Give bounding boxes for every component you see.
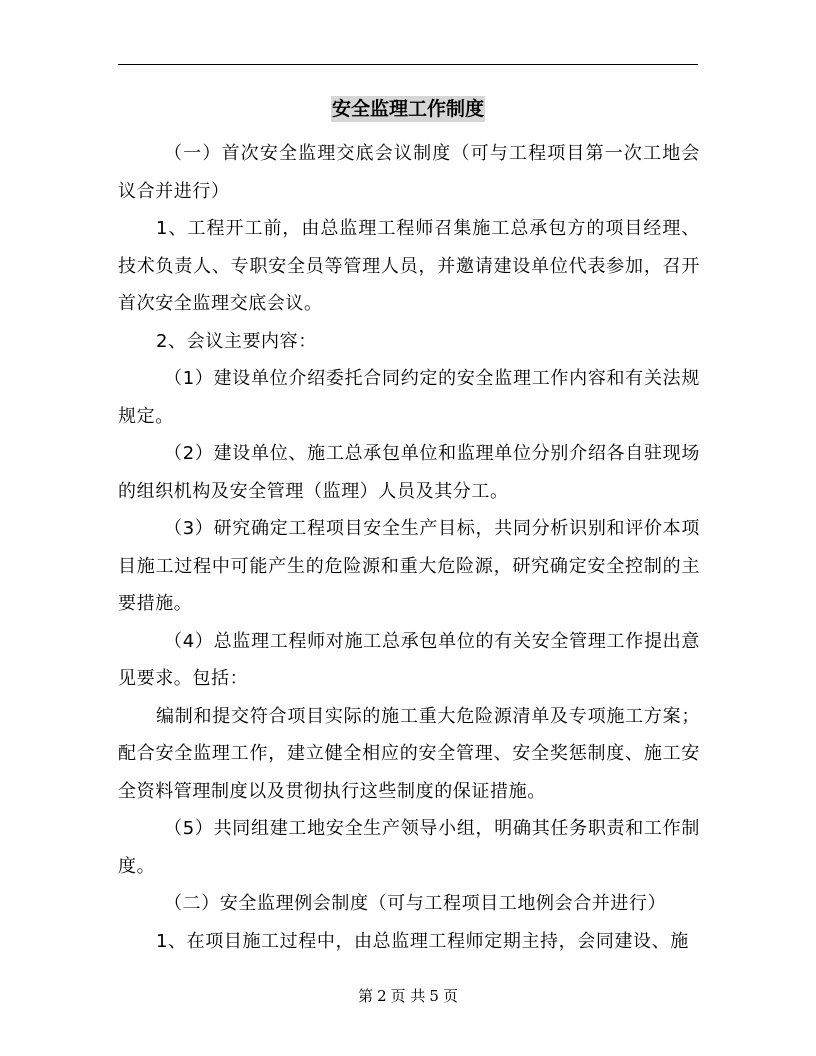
paragraph: 编制和提交符合项目实际的施工重大危险源清单及专项施工方案；配合安全监理工作，建立健全相应的安全管理、安全奖惩制度、施工安全资料管理制度以及贯彻执行这些制度的保证措施。: [118, 705, 700, 802]
paragraph: （5）共同组建工地安全生产领导小组，明确其任务职责和工作制度。: [118, 818, 700, 877]
page-label-prefix: 第: [358, 987, 374, 1005]
header-rule: [118, 64, 698, 65]
section-heading-2: （二）安全监理例会制度（可与工程项目工地例会合并进行）: [164, 893, 667, 914]
title-container: [0, 96, 816, 122]
page-footer: [0, 986, 816, 1006]
paragraph: （4）总监理工程师对施工总承包单位的有关安全管理工作提出意见要求。包括：: [118, 630, 700, 689]
page-label-suffix: 页: [442, 987, 458, 1005]
paragraph: 1、工程开工前，由总监理工程师召集施工总承包方的项目经理、技术负责人、专职安全员等管理人员，并邀请建设单位代表参加，召开首次安全监理交底会议。: [118, 218, 700, 314]
page-label-mid: 页 共: [390, 987, 426, 1005]
paragraph: （1）建设单位介绍委托合同约定的安全监理工作内容和有关法规规定。: [118, 368, 700, 427]
paragraph: 1、在项目施工过程中，由总监理工程师定期主持，会同建设、施: [156, 930, 689, 952]
document-title: 安全监理工作制度: [331, 98, 484, 120]
section-heading-1: （一）首次安全监理交底会议制度（可与工程项目第一次工地会议合并进行）: [118, 143, 700, 202]
total-pages-number: 5: [429, 987, 439, 1005]
paragraph: （2）建设单位、施工总承包单位和监理单位分别介绍各自驻现场的组织机构及安全管理（监理）人员及其分工。: [118, 443, 700, 502]
document-body: [118, 135, 700, 960]
current-page-number: 2: [377, 987, 387, 1005]
paragraph: 2、会议主要内容：: [156, 330, 317, 352]
paragraph: （3）研究确定工程项目安全生产目标，共同分析识别和评价本项目施工过程中可能产生的危险源和重大危险源，研究确定安全控制的主要措施。: [118, 518, 700, 614]
